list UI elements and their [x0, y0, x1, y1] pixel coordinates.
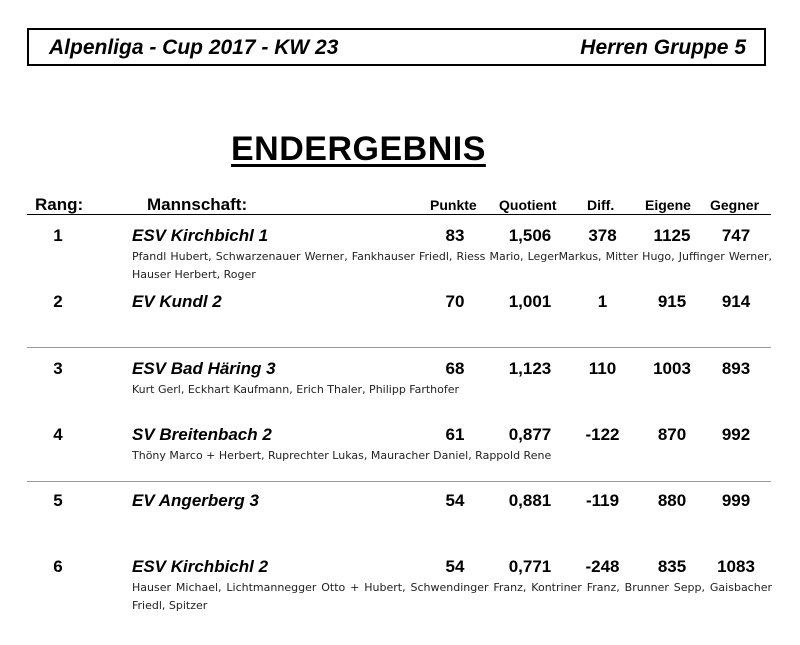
team-name: EV Kundl 2: [132, 292, 222, 311]
own-score-cell: 880: [657, 491, 687, 510]
player-list: Thöny Marco + Herbert, Ruprechter Lukas, Mauracher Daniel, Rappold Rene: [132, 449, 552, 462]
opponent-score-cell: 893: [721, 359, 751, 378]
rank-cell: 4: [53, 425, 63, 444]
table-row: [0, 292, 800, 352]
column-header-opponent: Gegner: [710, 197, 760, 213]
diff-cell: -119: [585, 491, 620, 510]
opponent-score-cell: 999: [721, 491, 751, 510]
quotient-cell: 0,771: [508, 557, 552, 576]
quotient-cell: 0,881: [508, 491, 552, 510]
row-divider: [27, 347, 771, 348]
rank-cell: 6: [53, 557, 63, 576]
team-name: EV Angerberg 3: [132, 491, 259, 510]
points-cell: 54: [445, 557, 465, 576]
table-row: [0, 359, 800, 419]
quotient-cell: 1,123: [508, 359, 552, 378]
column-header-team: Mannschaft:: [147, 195, 248, 214]
points-cell: 70: [445, 292, 465, 311]
own-score-cell: 835: [657, 557, 687, 576]
opponent-score-cell: 992: [721, 425, 751, 444]
points-cell: 83: [445, 226, 465, 245]
quotient-cell: 1,506: [508, 226, 552, 245]
rank-cell: 5: [53, 491, 63, 510]
opponent-score-cell: 747: [721, 226, 751, 245]
column-header-diff: Diff.: [587, 197, 615, 213]
team-name: SV Breitenbach 2: [132, 425, 272, 444]
rank-cell: 2: [53, 292, 63, 311]
player-list: Pfandl Hubert, Schwarzenauer Werner, Fankhauser Friedl, Riess Mario, LegerMarkus, Mitter Hugo, Juffinger Werner, Hauser Herbert, Roger: [132, 250, 772, 281]
team-name: ESV Bad Häring 3: [132, 359, 276, 378]
column-header-quotient: Quotient: [499, 197, 557, 213]
table-row: [0, 425, 800, 485]
diff-cell: 378: [588, 226, 617, 245]
column-header-rank: Rang:: [35, 195, 84, 214]
rank-cell: 1: [53, 226, 63, 245]
own-score-cell: 1003: [653, 359, 691, 378]
team-name: ESV Kirchbichl 2: [132, 557, 269, 576]
rank-cell: 3: [53, 359, 63, 378]
own-score-cell: 870: [657, 425, 687, 444]
points-cell: 68: [445, 359, 465, 378]
quotient-cell: 1,001: [508, 292, 552, 311]
header-title-right: Herren Gruppe 5: [580, 36, 746, 59]
opponent-score-cell: 914: [721, 292, 751, 311]
header-box: [27, 28, 766, 66]
table-row: [0, 226, 800, 286]
own-score-cell: 915: [657, 292, 687, 311]
diff-cell: 1: [597, 292, 608, 311]
column-header-own: Eigene: [645, 197, 691, 213]
player-list: Hauser Michael, Lichtmannegger Otto + Hubert, Schwendinger Franz, Kontriner Franz, Brunner Sepp, Gaisbacher Friedl, Spitzer: [132, 581, 772, 612]
column-header-points: Punkte: [430, 197, 477, 213]
diff-cell: 110: [588, 359, 617, 378]
page-title: ENDERGEBNIS: [231, 130, 486, 168]
header-title-left: Alpenliga - Cup 2017 - KW 23: [49, 36, 339, 59]
header-divider: [27, 214, 771, 215]
team-name: ESV Kirchbichl 1: [132, 226, 269, 245]
opponent-score-cell: 1083: [717, 557, 755, 576]
points-cell: 61: [445, 425, 465, 444]
row-divider: [27, 481, 771, 482]
diff-cell: -122: [585, 425, 620, 444]
points-cell: 54: [445, 491, 465, 510]
table-row: [0, 557, 800, 617]
own-score-cell: 1125: [653, 226, 691, 245]
player-list: Kurt Gerl, Eckhart Kaufmann, Erich Thaler, Philipp Farthofer: [132, 383, 460, 396]
diff-cell: -248: [585, 557, 620, 576]
quotient-cell: 0,877: [508, 425, 552, 444]
table-row: [0, 491, 800, 551]
